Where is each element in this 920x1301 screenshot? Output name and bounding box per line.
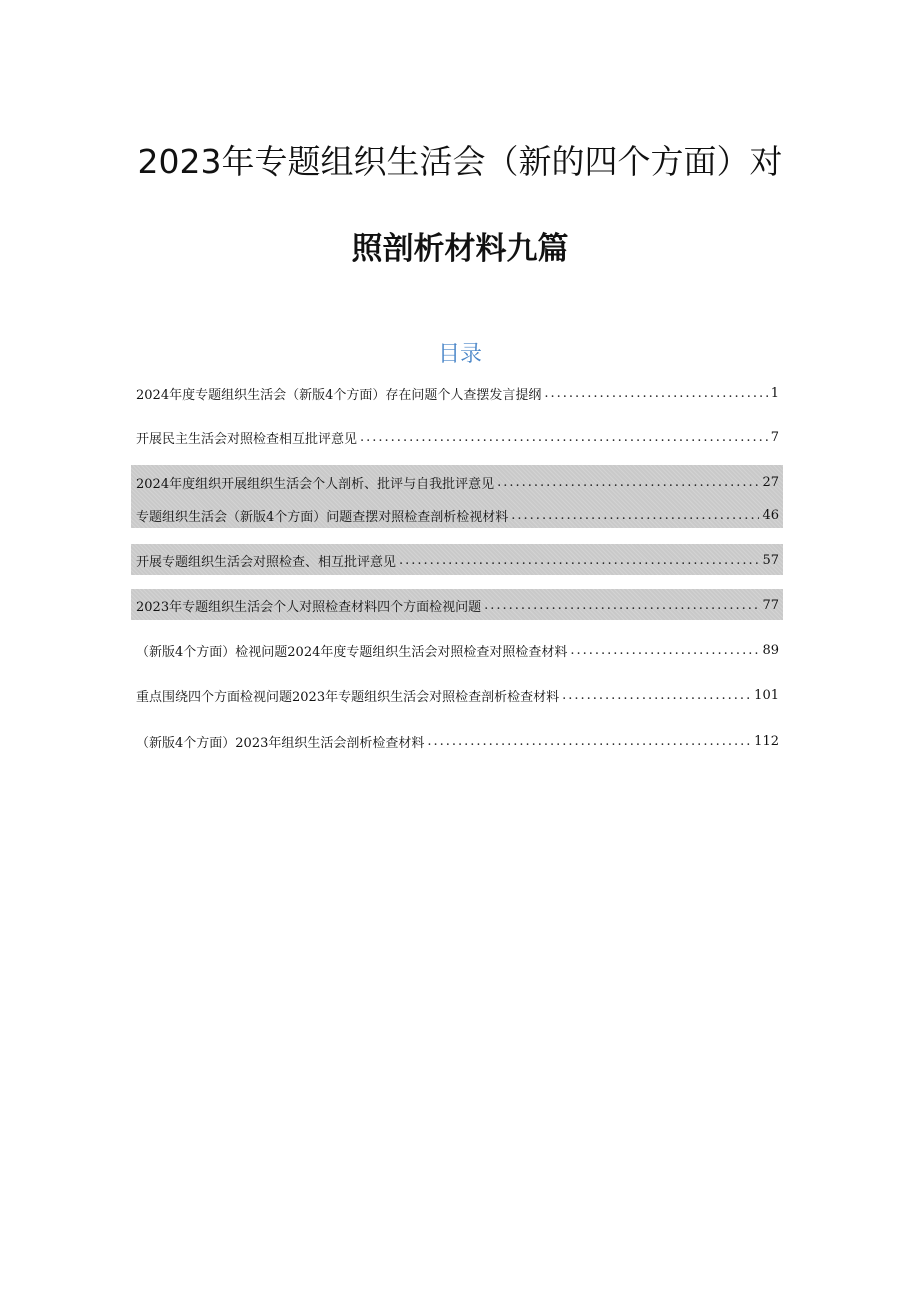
toc-entry-label: （新版4个方面）2023年组织生活会剖析检查材料 <box>136 735 425 751</box>
toc-entry-page: 89 <box>762 642 779 658</box>
toc-entry-label: 开展专题组织生活会对照检查、相互批评意见 <box>136 554 397 570</box>
toc-entry-page: 46 <box>762 507 779 523</box>
toc-leader-dots <box>562 688 751 703</box>
toc-entry-label: 开展民主生活会对照检查相互批评意见 <box>136 431 358 447</box>
toc-entry-label: 2024年度组织开展组织生活会个人剖析、批评与自我批评意见 <box>136 476 495 492</box>
toc-entry-page: 27 <box>762 474 779 490</box>
toc-entry-page: 112 <box>754 733 779 749</box>
toc-entry-label: 2023年专题组织生活会个人对照检查材料四个方面检视问题 <box>136 599 482 615</box>
toc-entry-page: 7 <box>770 429 779 445</box>
toc-entry[interactable] <box>136 638 779 662</box>
toc-entry-label: （新版4个方面）检视问题2024年度专题组织生活会对照检查对照检查材料 <box>136 644 568 660</box>
toc-leader-dots <box>399 553 759 568</box>
toc-entry[interactable] <box>136 470 779 494</box>
toc-leader-dots <box>544 386 767 401</box>
toc-entry-page: 77 <box>762 597 779 613</box>
toc-entry[interactable] <box>136 729 779 753</box>
toc-entry-label: 重点围绕四个方面检视问题2023年专题组织生活会对照检查剖析检查材料 <box>136 689 560 705</box>
toc-leader-dots <box>511 508 759 523</box>
toc-entry-page: 101 <box>754 687 779 703</box>
toc-entry-page: 1 <box>770 385 779 401</box>
toc-entry[interactable] <box>136 381 779 405</box>
toc-entry[interactable] <box>136 503 779 527</box>
toc-entry-label: 2024年度专题组织生活会（新版4个方面）存在问题个人查摆发言提纲 <box>136 387 542 403</box>
document-title-line-2: 照剖析材料九篇 <box>351 231 569 267</box>
toc-leader-dots <box>427 734 751 749</box>
toc-entry-label: 专题组织生活会（新版4个方面）问题查摆对照检查剖析检视材料 <box>136 509 509 525</box>
toc-leader-dots <box>360 430 768 445</box>
toc-entry[interactable] <box>136 548 779 572</box>
toc-entry[interactable] <box>136 593 779 617</box>
toc-leader-dots <box>484 598 759 613</box>
toc-entry[interactable] <box>136 425 779 449</box>
toc-leader-dots <box>497 475 759 490</box>
toc-entry[interactable] <box>136 683 779 707</box>
toc-entry-page: 57 <box>762 552 779 568</box>
toc-heading: 目录 <box>437 342 482 367</box>
document-title-line-1: 2023年专题组织生活会（新的四个方面）对 <box>137 142 783 181</box>
toc-leader-dots <box>570 643 759 658</box>
